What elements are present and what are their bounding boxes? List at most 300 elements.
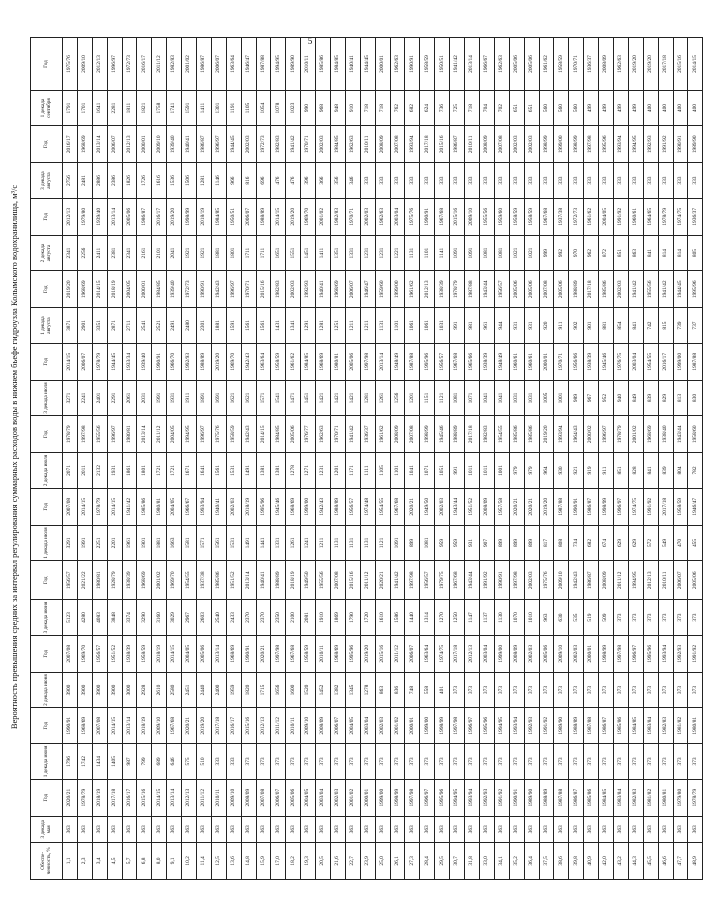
- table-cell: 1998/99: [182, 198, 197, 235]
- table-cell: 373: [539, 672, 554, 707]
- table-cell: 401: [435, 672, 450, 707]
- table-cell: 2013/14: [211, 635, 226, 672]
- table-cell: 2005/06: [122, 198, 137, 235]
- table-cell: 1982/83: [271, 271, 286, 308]
- table-cell: 510: [197, 744, 212, 779]
- table-cell: 1091: [450, 235, 465, 270]
- table-cell: 1990/91: [241, 635, 256, 672]
- table-cell: 2008/09: [509, 635, 524, 672]
- table-cell: 2901: [77, 308, 92, 343]
- table-cell: 2018/19: [197, 198, 212, 235]
- table-cell: 1641: [197, 453, 212, 488]
- table-cell: 2967: [182, 600, 197, 635]
- table-cell: 2011/12: [152, 38, 167, 91]
- table-cell: 1998/99: [599, 635, 614, 672]
- table-cell: 28,4: [420, 842, 435, 879]
- table-cell: 2017/18: [107, 779, 122, 816]
- table-cell: 1939/40: [167, 126, 182, 163]
- table-cell: 373: [628, 600, 643, 635]
- table-cell: 1990/91: [673, 126, 688, 163]
- table-cell: 1070: [509, 600, 524, 635]
- table-cell: 1801: [137, 453, 152, 488]
- table-cell: 1933/34: [122, 343, 137, 380]
- table-cell: 1821: [137, 90, 152, 125]
- table-cell: 2000/01: [375, 38, 390, 91]
- table-cell: 363: [524, 816, 539, 842]
- table-cell: 1801: [226, 235, 241, 270]
- table-cell: 2001/02: [390, 708, 405, 744]
- column-header: 2 декада августа: [31, 235, 63, 270]
- table-row: [554, 38, 569, 880]
- table-cell: 1975/76: [539, 561, 554, 600]
- table-cell: 363: [107, 816, 122, 842]
- table-cell: 1943/44: [673, 416, 688, 453]
- column-header: Год: [31, 416, 63, 453]
- table-cell: 1984/85: [301, 343, 316, 380]
- column-header: Год: [31, 488, 63, 525]
- table-cell: 363: [316, 816, 331, 842]
- table-cell: 1976/77: [301, 416, 316, 453]
- table-cell: 1958/59: [226, 416, 241, 453]
- table-cell: 1970/71: [554, 343, 569, 380]
- table-cell: 1980/81: [658, 779, 673, 816]
- table-cell: 2005/06: [539, 635, 554, 672]
- table-cell: 1101: [420, 235, 435, 270]
- table-cell: 1982/83: [271, 126, 286, 163]
- table-cell: 1960/61: [509, 343, 524, 380]
- table-cell: 1994/95: [182, 416, 197, 453]
- table-row: [197, 38, 212, 880]
- table-cell: 1980/81: [152, 488, 167, 525]
- table-cell: 1954/55: [182, 561, 197, 600]
- table-cell: 718: [465, 90, 480, 125]
- table-cell: 1944/45: [107, 343, 122, 380]
- table-cell: 1081: [450, 380, 465, 415]
- table-cell: 1950/51: [226, 198, 241, 235]
- table-cell: 363: [688, 816, 703, 842]
- table-cell: 1231: [375, 235, 390, 270]
- table-cell: 26,1: [390, 842, 405, 879]
- table-cell: 1881: [211, 235, 226, 270]
- table-cell: 1943/44: [465, 561, 480, 600]
- table-cell: 1081: [494, 235, 509, 270]
- table-cell: 1231: [316, 453, 331, 488]
- table-cell: 920: [539, 308, 554, 343]
- table-cell: 1970/71: [345, 198, 360, 235]
- table-cell: 2005/06: [509, 271, 524, 308]
- table-cell: 2401: [92, 380, 107, 415]
- table-cell: 2009/10: [77, 38, 92, 91]
- table-cell: 1983/84: [613, 779, 628, 816]
- exceedance-table: [30, 37, 703, 880]
- table-cell: 2256: [77, 235, 92, 270]
- table-cell: 2012/13: [92, 38, 107, 91]
- table-cell: 1939/40: [92, 198, 107, 235]
- table-cell: 1434: [92, 744, 107, 779]
- table-cell: 2011/12: [152, 416, 167, 453]
- table-cell: 2004/05: [182, 635, 197, 672]
- table-cell: 762: [390, 90, 405, 125]
- table-cell: 651: [509, 90, 524, 125]
- table-cell: 535: [569, 600, 584, 635]
- table-cell: 1979/75: [435, 561, 450, 600]
- table-cell: 5123: [63, 600, 78, 635]
- table-cell: 1981/82: [673, 708, 688, 744]
- table-cell: 2014/15: [152, 779, 167, 816]
- table-cell: 2008/09: [479, 126, 494, 163]
- table-cell: 1988/89: [197, 343, 212, 380]
- table-cell: 373: [613, 672, 628, 707]
- table-cell: 2381: [107, 235, 122, 270]
- table-cell: 560: [569, 90, 584, 125]
- table-cell: 363: [435, 816, 450, 842]
- column-header: 1 декада июня: [31, 744, 63, 779]
- table-cell: 1941/42: [122, 488, 137, 525]
- table-cell: 373: [450, 744, 465, 779]
- table-cell: 2006/07: [241, 198, 256, 235]
- table-cell: 2006/07: [211, 38, 226, 91]
- table-cell: 1968/69: [643, 416, 658, 453]
- table-cell: 1581: [182, 525, 197, 560]
- table-cell: 2886: [92, 163, 107, 198]
- table-cell: 2004/05: [599, 198, 614, 235]
- table-cell: 1970/71: [569, 38, 584, 91]
- table-cell: 2005/06: [286, 416, 301, 453]
- table-cell: 363: [77, 816, 92, 842]
- table-cell: 549: [658, 525, 673, 560]
- table-cell: 1967/68: [390, 488, 405, 525]
- table-cell: 2005/06: [524, 271, 539, 308]
- table-cell: 1958/59: [137, 635, 152, 672]
- table-cell: 899: [509, 525, 524, 560]
- table-cell: 1691: [211, 380, 226, 415]
- table-cell: 333: [405, 163, 420, 198]
- table-cell: 1962/63: [494, 38, 509, 91]
- table-cell: 363: [569, 816, 584, 842]
- table-cell: 42,0: [599, 842, 614, 879]
- table-cell: 1990/91: [197, 271, 212, 308]
- table-cell: 1961/62: [286, 343, 301, 380]
- table-cell: 2015/16: [137, 779, 152, 816]
- table-cell: 1314: [420, 600, 435, 635]
- table-cell: 373: [643, 744, 658, 779]
- table-cell: 2014/15: [167, 635, 182, 672]
- table-cell: 1986/87: [197, 38, 212, 91]
- table-cell: 373: [331, 744, 346, 779]
- table-cell: 1988/89: [539, 779, 554, 816]
- table-cell: 2005/06: [197, 635, 212, 672]
- table-cell: 1291: [301, 308, 316, 343]
- table-cell: 981: [465, 308, 480, 343]
- table-cell: 400: [643, 90, 658, 125]
- table-cell: 1938/39: [122, 561, 137, 600]
- table-cell: 1992/93: [301, 271, 316, 308]
- table-cell: 363: [405, 816, 420, 842]
- table-cell: 1987/88: [584, 708, 599, 744]
- table-cell: 1969/70: [301, 198, 316, 235]
- table-cell: 1221: [390, 235, 405, 270]
- table-cell: 1561: [211, 453, 226, 488]
- column-header: 1 декада августа: [31, 308, 63, 343]
- table-cell: 1941/42: [286, 126, 301, 163]
- table-cell: 1721: [152, 453, 167, 488]
- table-cell: 1975/76: [63, 38, 78, 91]
- table-cell: 931: [509, 308, 524, 343]
- table-cell: 363: [182, 816, 197, 842]
- table-cell: 1421: [331, 380, 346, 415]
- table-cell: 734: [569, 525, 584, 560]
- table-cell: 363: [658, 816, 673, 842]
- table-cell: 373: [479, 744, 494, 779]
- table-cell: 987: [122, 744, 137, 779]
- table-cell: 2019/20: [197, 708, 212, 744]
- table-cell: 1078: [271, 90, 286, 125]
- table-cell: 1955/56: [92, 416, 107, 453]
- table-cell: 373: [405, 744, 420, 779]
- table-cell: 2005/06: [509, 38, 524, 91]
- table-cell: 333: [420, 163, 435, 198]
- table-cell: 1940/41: [256, 561, 271, 600]
- table-cell: 1938/39: [122, 635, 137, 672]
- table-cell: 373: [658, 672, 673, 707]
- table-cell: 1999/00: [420, 708, 435, 744]
- table-cell: 19,3: [301, 842, 316, 879]
- table-cell: 2002/03: [569, 635, 584, 672]
- table-cell: 13,6: [226, 842, 241, 879]
- table-cell: 1960/61: [628, 198, 643, 235]
- table-cell: 2011/12: [271, 708, 286, 744]
- table-cell: 2251: [92, 525, 107, 560]
- table-cell: 1351: [331, 235, 346, 270]
- table-cell: 1963/64: [420, 635, 435, 672]
- document-title: Вероятность превышения средних за интервал регулирования суммарных расходов воды в нижнем бьефе гидроузла Колымского водохранилища, м³/с: [9, 184, 19, 730]
- table-cell: 33,0: [479, 842, 494, 879]
- table-cell: 1261: [286, 525, 301, 560]
- table-cell: 373: [643, 672, 658, 707]
- table-row: [673, 38, 688, 880]
- table-cell: 25,0: [375, 842, 390, 879]
- table-row: [331, 38, 346, 880]
- table-cell: 39,8: [569, 842, 584, 879]
- table-cell: 2001/02: [628, 416, 643, 453]
- table-cell: 1471: [286, 380, 301, 415]
- table-cell: 2002/03: [524, 126, 539, 163]
- table-cell: 1251: [331, 308, 346, 343]
- table-row: [271, 38, 286, 880]
- table-cell: 992: [554, 235, 569, 270]
- table-cell: 1994/95: [494, 708, 509, 744]
- table-row: [92, 38, 107, 880]
- table-cell: 1970/71: [301, 126, 316, 163]
- table-cell: 1621: [226, 380, 241, 415]
- table-cell: 373: [256, 744, 271, 779]
- table-cell: 1956/57: [435, 343, 450, 380]
- table-cell: 2002/03: [613, 271, 628, 308]
- table-cell: 1961: [122, 525, 137, 560]
- table-cell: 2007/08: [390, 126, 405, 163]
- table-cell: 1978/79: [688, 779, 703, 816]
- table-cell: 346: [345, 163, 360, 198]
- table-cell: 952: [599, 380, 614, 415]
- table-cell: 1331: [345, 235, 360, 270]
- table-cell: 1980/81: [122, 416, 137, 453]
- table-cell: 396: [301, 163, 316, 198]
- table-cell: 2013/14: [167, 779, 182, 816]
- table-cell: 499: [628, 90, 643, 125]
- table-cell: 363: [197, 816, 212, 842]
- table-cell: 805: [688, 235, 703, 270]
- table-cell: 333: [479, 163, 494, 198]
- table-cell: 1996/97: [420, 779, 435, 816]
- column-header: Год: [31, 271, 63, 308]
- table-cell: 816: [241, 163, 256, 198]
- table-cell: 373: [465, 672, 480, 707]
- table-cell: 1981/82: [643, 779, 658, 816]
- table-cell: 2013/14: [107, 198, 122, 235]
- table-cell: 718: [360, 90, 375, 125]
- table-cell: 1231: [360, 235, 375, 270]
- table-cell: 1996/97: [226, 271, 241, 308]
- table-cell: 1571: [256, 380, 271, 415]
- table-body: [63, 38, 703, 880]
- table-cell: 1995/96: [688, 271, 703, 308]
- table-cell: 333: [643, 163, 658, 198]
- table-cell: 1961/62: [539, 38, 554, 91]
- table-cell: 2002/03: [375, 708, 390, 744]
- table-cell: 2012/13: [122, 126, 137, 163]
- table-cell: 373: [584, 744, 599, 779]
- table-cell: 1941/42: [628, 271, 643, 308]
- table-cell: 1989/90: [524, 779, 539, 816]
- table-cell: 1241: [301, 525, 316, 560]
- table-cell: 1881: [152, 525, 167, 560]
- table-cell: 1491: [241, 525, 256, 560]
- table-cell: 1968/69: [331, 271, 346, 308]
- table-cell: 373: [569, 672, 584, 707]
- table-cell: 2008/09: [375, 126, 390, 163]
- table-cell: 2610: [152, 672, 167, 707]
- table-cell: 1974/48: [360, 488, 375, 525]
- table-cell: 1946/47: [360, 271, 375, 308]
- table-cell: 1957/58: [494, 488, 509, 525]
- table-cell: 813: [673, 380, 688, 415]
- table-cell: 37,5: [539, 842, 554, 879]
- table-cell: 2014/15: [63, 343, 78, 380]
- table-cell: 1985/86: [316, 38, 331, 91]
- table-cell: 2101: [152, 235, 167, 270]
- table-cell: 725: [450, 90, 465, 125]
- table-cell: 1976/75: [613, 343, 628, 380]
- table-cell: 2009/10: [152, 708, 167, 744]
- table-cell: 2001/02: [152, 561, 167, 600]
- table-cell: 1984/85: [628, 708, 643, 744]
- table-cell: 2756: [63, 163, 78, 198]
- table-cell: 1381: [271, 453, 286, 488]
- table-cell: 1345: [345, 672, 360, 707]
- table-cell: 1938/39: [435, 271, 450, 308]
- table-cell: 1978/79: [92, 343, 107, 380]
- table-cell: 2005/06: [688, 561, 703, 600]
- table-cell: 1945/46: [599, 343, 614, 380]
- table-cell: 2161: [137, 235, 152, 270]
- column-header: Год: [31, 779, 63, 816]
- table-cell: 2017/18: [658, 38, 673, 91]
- table-cell: 1990/91: [509, 779, 524, 816]
- table-cell: 1944/45: [673, 271, 688, 308]
- table-cell: 1996/97: [599, 416, 614, 453]
- table-cell: 1663: [167, 525, 182, 560]
- table-cell: 46,6: [658, 842, 673, 879]
- column-header: 1 декада июля: [31, 525, 63, 560]
- table-row: [152, 38, 167, 880]
- table-cell: 1978/79: [92, 488, 107, 525]
- table-cell: 373: [465, 744, 480, 779]
- table-cell: 1381: [256, 453, 271, 488]
- table-cell: 1995/96: [420, 343, 435, 380]
- table-cell: 1937/38: [554, 198, 569, 235]
- table-row: [375, 38, 390, 880]
- table-cell: 2016/17: [226, 708, 241, 744]
- table-cell: 2002/03: [226, 488, 241, 525]
- table-cell: 2011/12: [613, 561, 628, 600]
- table-cell: 1988/89: [256, 198, 271, 235]
- table-cell: 2016/17: [122, 779, 137, 816]
- table-cell: 2009/10: [226, 779, 241, 816]
- table-cell: 1989/90: [688, 126, 703, 163]
- table-cell: 2386: [107, 163, 122, 198]
- table-cell: 575: [182, 744, 197, 779]
- table-cell: 1985/86: [584, 779, 599, 816]
- table-cell: 2010/11: [211, 779, 226, 816]
- table-cell: 1939/40: [137, 343, 152, 380]
- table-cell: 930: [554, 453, 569, 488]
- table-cell: 1988/89: [331, 488, 346, 525]
- table-cell: 373: [316, 744, 331, 779]
- table-cell: 373: [435, 744, 450, 779]
- table-cell: 1992/93: [524, 708, 539, 744]
- table-cell: 1966/67: [479, 38, 494, 91]
- table-cell: 2006/07: [271, 779, 286, 816]
- table-cell: 499: [613, 90, 628, 125]
- column-header: Год: [31, 708, 63, 744]
- table-cell: 1091: [390, 525, 405, 560]
- table-cell: 1561: [256, 308, 271, 343]
- table-cell: 333: [435, 163, 450, 198]
- table-cell: 1715: [256, 672, 271, 707]
- table-cell: 959: [435, 525, 450, 560]
- table-cell: 748: [405, 672, 420, 707]
- table-cell: 1949/50: [301, 561, 316, 600]
- rotated-table-container: [30, 37, 698, 880]
- table-cell: 455: [688, 525, 703, 560]
- column-header: 3 декада июля: [31, 380, 63, 415]
- table-cell: 1958/59: [524, 198, 539, 235]
- table-cell: 2006/07: [107, 126, 122, 163]
- table-cell: 702: [494, 90, 509, 125]
- table-cell: 363: [539, 816, 554, 842]
- table-cell: 1982/83: [167, 38, 182, 91]
- table-cell: 2019/20: [63, 271, 78, 308]
- table-row: [226, 38, 241, 880]
- table-cell: 2061: [122, 380, 137, 415]
- table-cell: 1051: [435, 453, 450, 488]
- table-cell: 373: [524, 672, 539, 707]
- table-cell: 1131: [345, 525, 360, 560]
- table-cell: 3351: [92, 308, 107, 343]
- table-cell: 1985/86: [524, 416, 539, 453]
- table-cell: 2017/18: [450, 635, 465, 672]
- table-cell: 333: [628, 163, 643, 198]
